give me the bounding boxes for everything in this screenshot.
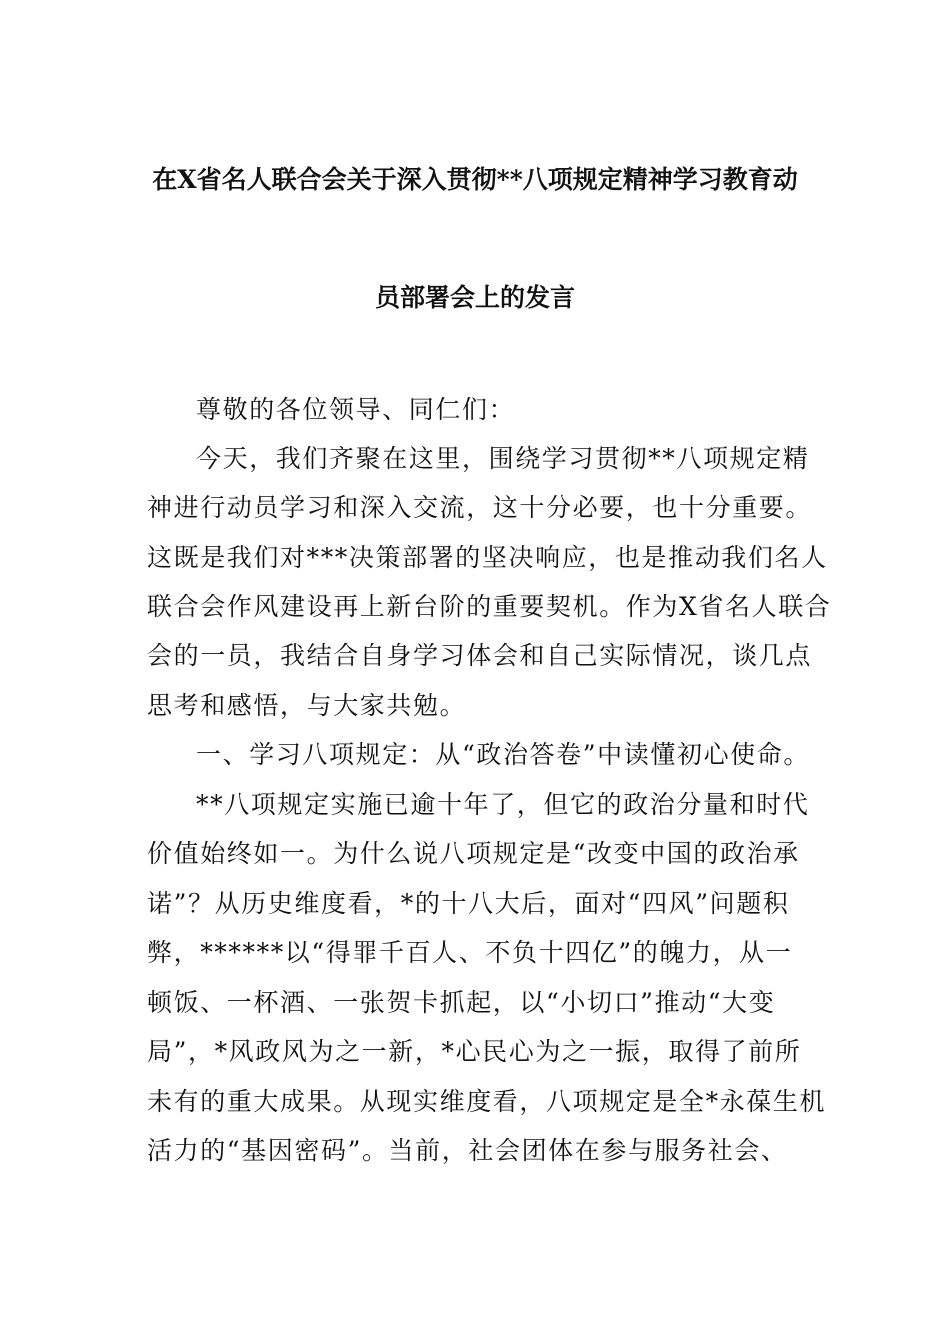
document-title-line-2: 员部署会上的发言 [374,283,575,312]
paragraph-1-line-6: 思考和感悟，与大家共勉。 [147,691,467,720]
paragraph-2-line-4: 弊，******以“得罪千百人、不负十四亿”的魄力，从一 [147,938,793,967]
paragraph-1-line-4: 联合会作风建设再上新台阶的重要契机。作为X省名人联合 [147,592,832,621]
paragraph-1-line-3: 这既是我们对***决策部署的坚决响应，也是推动我们名人 [147,543,828,572]
paragraph-2-line-8: 活力的“基因密码”。当前，社会团体在参与服务社会、 [147,1136,788,1165]
paragraph-1-line-1: 今天，我们齐聚在这里，围绕学习贯彻**八项规定精 [196,444,810,473]
paragraph-2-line-3: 诺”？从历史维度看，*的十八大后，面对“四风”问题积 [147,889,790,918]
paragraph-1-line-5: 会的一员，我结合自身学习体会和自己实际情况，谈几点 [147,641,813,670]
paragraph-1-line-2: 神进行动员学习和深入交流，这十分必要，也十分重要。 [147,493,813,522]
section-heading-1: 一、学习八项规定：从“政治答卷”中读懂初心使命。 [196,740,810,769]
salutation: 尊敬的各位领导、同仁们： [196,395,516,424]
paragraph-2-line-5: 顿饭、一杯酒、一张贺卡抓起，以“小切口”推动“大变 [147,988,776,1017]
paragraph-2-line-6: 局”，*风政风为之一新，*心民心为之一振，取得了前所 [147,1037,802,1066]
paragraph-2-line-1: **八项规定实施已逾十年了，但它的政治分量和时代 [196,790,810,819]
paragraph-2-line-2: 价值始终如一。为什么说八项规定是“改变中国的政治承 [147,839,800,868]
document-title-line-1: 在X省名人联合会关于深入贯彻**八项规定精神学习教育动 [152,165,798,194]
paragraph-2-line-7: 未有的重大成果。从现实维度看，八项规定是全*永葆生机 [147,1087,827,1116]
